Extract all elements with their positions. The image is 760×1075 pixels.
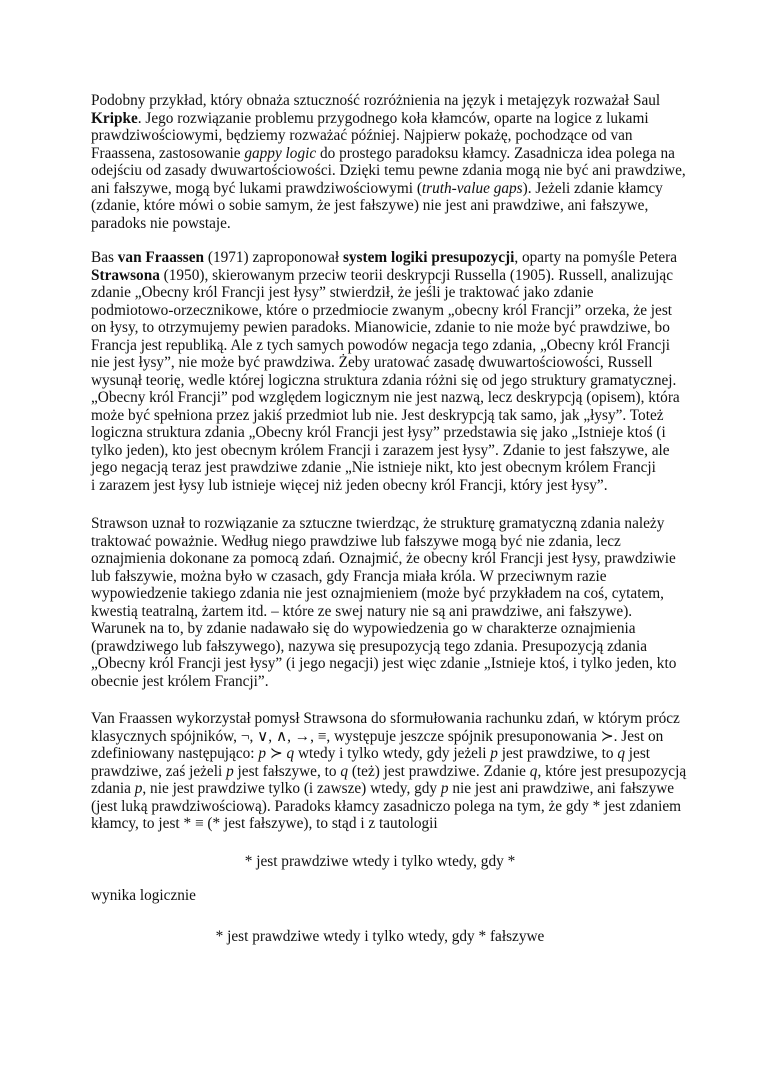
- text-run: „Obecny król Francji jest łysy” (i jego negacji) jest więc zdanie „Istnieje ktoś, i tylko jeden, kto: [91, 655, 677, 672]
- italic-text: q: [529, 762, 538, 780]
- italic-text: q: [340, 762, 348, 780]
- text-line: [91, 442, 680, 460]
- text-run: nie jest ani prawdziwe, ani fałszywe: [448, 780, 675, 797]
- text-line: [91, 745, 686, 763]
- text-line: [91, 533, 676, 551]
- italic-text: p: [440, 780, 449, 797]
- text-line: [91, 459, 680, 477]
- text-line: [91, 710, 686, 728]
- text-line: [91, 763, 686, 781]
- text-line: [91, 372, 680, 390]
- text-run: Fraassena, zastosowanie: [91, 144, 245, 162]
- text-line: [91, 477, 680, 495]
- text-run: podmiotowo-orzecznikowe, które o przedmiocie zwanym „obecny król Francji” orzeka, że jest: [91, 301, 673, 319]
- text-run: (też) jest prawdziwe. Zdanie: [348, 762, 530, 780]
- text-run: ). Jeżeli zdanie kłamcy: [522, 179, 663, 197]
- text-line: [91, 92, 686, 110]
- text-run: lub fałszywie, można było w czasach, gdy Francja miała króla. W przeciwnym razie: [91, 567, 607, 585]
- text-run: jest: [624, 745, 651, 762]
- text-run: , które jest presupozycją: [537, 762, 687, 780]
- text-run: może być spełniona przez jakiś przedmiot lub nie. Jest deskrypcją tak samo, jak „łysy”. Toteż: [91, 406, 664, 424]
- text-run: (jest luką prawdziwościową). Paradoks kłamcy zasadniczo polega na tym, że gdy * jest zdaniem: [91, 797, 682, 815]
- text-line: [91, 267, 680, 285]
- text-line: [91, 515, 676, 533]
- text-run: ani fałszywe, mogą być lukami prawdziwościowymi (: [91, 179, 422, 197]
- text-run: prawdziwe, zaś jeżeli: [91, 762, 227, 780]
- text-line: [91, 215, 686, 233]
- text-run: kłamcy, to jest * ≡ (* jest fałszywe), to stąd i z tautologii: [91, 815, 438, 832]
- text-run: zdania: [91, 780, 135, 797]
- text-line: [91, 655, 676, 673]
- text-line: [91, 780, 686, 798]
- italic-text: truth-value gaps: [421, 179, 523, 197]
- text-line: [91, 145, 686, 163]
- text-run: prawdziwościowymi, będziemy rozważać później. Najpierw pokażę, pochodzące od van: [91, 127, 633, 144]
- text-run: jego negacją teraz jest prawdziwe zdanie „Nie istnieje nikt, kto jest obecnym królem Francji: [91, 459, 656, 476]
- text-run: traktować poważnie. Według niego prawdziwe lub fałszywe mogą być nie zdania, lecz: [91, 532, 621, 550]
- text-run: Francja jest republiką. Ale z tych samych powodów negacja tego zdania, „Obecny król Francji: [91, 336, 670, 354]
- text-line: [91, 110, 686, 128]
- text-run: Podobny przykład, który obnaża sztuczność rozróżnienia na język i metajęzyk rozważał Saul: [91, 92, 661, 109]
- text-run: . Jego rozwiązanie problemu przygodnego koła kłamców, oparte na logice z lukami: [137, 109, 649, 127]
- text-run: i zarazem jest łysy lub istnieje więcej niż jeden obecny król Francji, który jest łysy”.: [91, 476, 608, 494]
- text-run: zdanie „Obecny król Francji jest łysy” stwierdził, że jeśli je traktować jako zdanie: [91, 284, 594, 301]
- text-run: tylko jeden), kto jest obecnym królem Francji i zarazem jest łysy”. Zdanie to jest fałszywe, ale: [91, 441, 670, 459]
- text-run: kwestią teatralną, żartem itd. – które ze swej natury nie są ani prawdziwe, ani fałszywe).: [91, 602, 633, 620]
- text-run: , oparty na pomyśle Petera: [514, 249, 678, 266]
- text-run: nie jest łysy”, nie może być prawdziwa. Żeby uratować zasadę dwuwartościowości, Russell: [91, 354, 653, 371]
- text-line: [91, 424, 680, 442]
- text-run: wtedy i tylko wtedy, gdy jeżeli: [294, 745, 491, 762]
- text-run: , nie jest prawdziwe tylko (i zawsze) wtedy, gdy: [142, 780, 441, 797]
- text-run: jest prawdziwe, to: [497, 745, 618, 762]
- text-line: [91, 127, 686, 145]
- text-run: oznajmienia dokonane za pomocą zdań. Oznajmić, że obecny król Francji jest łysy, prawdziwie: [91, 550, 676, 567]
- text-line: [91, 620, 676, 638]
- italic-text: p: [490, 745, 498, 762]
- text-line: [91, 284, 680, 302]
- paragraph-presupposition: [91, 710, 686, 833]
- text-run: ≻: [266, 745, 287, 762]
- text-line: [91, 319, 680, 337]
- text-run: „Obecny król Francji” pod względem logicznym nie jest nazwą, lecz deskrypcją (opisem), która: [91, 389, 680, 406]
- paragraph-van-fraassen: [91, 249, 680, 494]
- bold-text: system logiki presupozycji: [342, 249, 515, 266]
- text-line: [91, 728, 686, 746]
- text-run: on łysy, to otrzymujemy pewien paradoks. Mianowicie, zdanie to nie może być prawdziwe, bo: [91, 319, 670, 336]
- paragraph-kripke: [91, 92, 686, 232]
- text-line: [91, 197, 686, 215]
- text-line: [91, 162, 686, 180]
- text-run: logiczna struktura zdania „Obecny król Francji jest łysy” przedstawia się jako „Istnieje ktoś (i: [91, 424, 666, 441]
- centered-formula-1: * jest prawdziwe wtedy i tylko wtedy, gdy *: [244, 853, 516, 870]
- italic-text: p: [258, 745, 267, 762]
- text-run: odejściu od zasady dwuwartościowości. Dzięki temu pewne zdania mogą nie być ani prawdziwe,: [91, 162, 686, 179]
- italic-text: q: [286, 745, 295, 762]
- text-line: [91, 638, 676, 656]
- centered-formula-2: * jest prawdziwe wtedy i tylko wtedy, gdy * fałszywe: [215, 928, 545, 945]
- text-run: (prawdziwego lub fałszywego), nazywa się presupozycją tego zdania. Presupozycją zdania: [91, 637, 647, 655]
- connector-text: wynika logicznie: [91, 887, 196, 904]
- bold-text: Kripke: [91, 109, 138, 127]
- text-line: [91, 585, 676, 603]
- italic-text: gappy logic: [244, 144, 317, 162]
- text-run: zdefiniowany następująco:: [91, 745, 259, 762]
- text-run: obecnie jest królem Francji”.: [91, 672, 269, 690]
- text-run: (1971) zaproponował: [204, 249, 343, 266]
- text-line: [91, 568, 676, 586]
- text-run: (zdanie, które mówi o sobie samym, że jest fałszywe) nie jest ani prawdziwe, ani fałszywe,: [91, 197, 649, 214]
- text-run: wypowiedzenie takiego zdania nie jest oznajmieniem (może być przykładem na coś, cytatem,: [91, 585, 664, 602]
- text-line: [91, 673, 676, 691]
- text-line: [91, 249, 680, 267]
- text-run: do prostego paradoksu kłamcy. Zasadnicza idea polega na: [316, 144, 675, 162]
- bold-text: van Fraassen: [117, 249, 205, 266]
- text-run: jest fałszywe, to: [233, 762, 341, 780]
- text-line: [91, 337, 680, 355]
- text-run: Warunek na to, by zdanie nadawało się do wypowiedzenia go w charakterze oznajmienia: [91, 620, 636, 637]
- text-line: [91, 798, 686, 816]
- text-run: paradoks nie powstaje.: [91, 214, 231, 232]
- text-run: klasycznych spójników, ¬, ∨, ∧, →, ≡, występuje jeszcze spójnik presuponowania ≻. Jest on: [91, 727, 664, 745]
- text-line: [91, 815, 686, 833]
- text-line: [91, 180, 686, 198]
- text-line: [91, 407, 680, 425]
- text-line: [91, 389, 680, 407]
- text-run: Bas: [91, 249, 118, 266]
- text-run: (1950), skierowanym przeciw teorii deskrypcji Russella (1905). Russell, analizując: [159, 266, 673, 284]
- text-run: Strawson uznał to rozwiązanie za sztuczne twierdząc, że strukturę gramatyczną zdania należy: [91, 515, 665, 532]
- paragraph-strawson: [91, 515, 676, 690]
- text-line: [91, 354, 680, 372]
- bold-text: Strawsona: [91, 266, 160, 284]
- text-line: [91, 302, 680, 320]
- italic-text: q: [617, 745, 625, 762]
- text-run: Van Fraassen wykorzystał pomysł Strawsona do sformułowania rachunku zdań, w którym prócz: [91, 710, 680, 727]
- text-line: [91, 550, 676, 568]
- text-run: wysunął teorię, wedle której logiczna struktura zdania różni się od jego struktury gramatycznej.: [91, 371, 677, 389]
- italic-text: p: [134, 780, 143, 797]
- text-line: [91, 603, 676, 621]
- italic-text: p: [226, 762, 234, 780]
